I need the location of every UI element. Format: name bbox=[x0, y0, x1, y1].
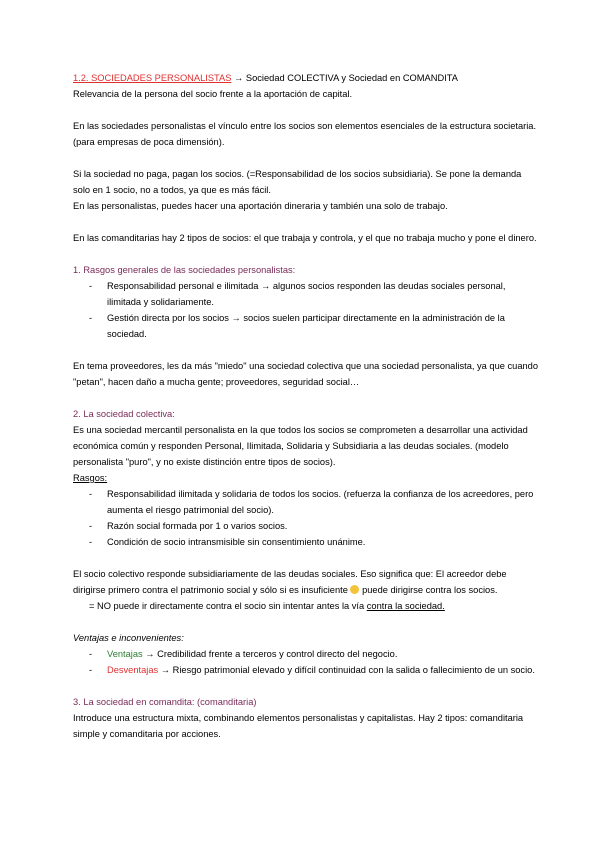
list-item bbox=[89, 646, 540, 662]
list-item bbox=[89, 310, 540, 342]
list-item bbox=[89, 518, 540, 534]
section1-title: 1. Rasgos generales de las sociedades personalistas: bbox=[73, 265, 296, 275]
subsidiary-note bbox=[73, 598, 540, 614]
ventajas-list bbox=[73, 646, 540, 678]
dash-bullet: - bbox=[89, 313, 93, 323]
section-heading bbox=[73, 70, 540, 86]
list-item-text: Responsabilidad personal e ilimitada → algunos socios responden las deudas sociales personal, ilimitada y solidariamente. bbox=[107, 281, 506, 307]
section1-list bbox=[73, 278, 540, 342]
intro-paragraph-2a: Si la sociedad no paga, pagan los socios. (=Responsabilidad de los socios subsidiaria). Se pone la demanda solo en 1 socio, no a todos, ya que es más fácil. bbox=[73, 169, 522, 195]
list-item-text: Condición de socio intransmisible sin consentimiento unánime. bbox=[107, 537, 366, 547]
desventajas-text: → Riesgo patrimonial elevado y difícil continuidad con la salida o fallecimiento de un socio. bbox=[158, 665, 535, 675]
section1-note: En tema proveedores, les da más "miedo" una sociedad colectiva que una sociedad personalista, ya que cuando "petan", hacen daño a mucha gente; proveedores, seguridad social… bbox=[73, 361, 539, 387]
rasgos-label: Rasgos: bbox=[73, 473, 108, 483]
section2-description: Es una sociedad mercantil personalista en la que todos los socios se comprometen a desarrollar una actividad económica común y responden Personal, Ilimitada, Solidaria y Subsidiaria a las deudas sociales. (modelo personalista "puro", y no existe distinción entre tipos de socios). bbox=[73, 425, 528, 467]
intro-paragraph-2b: En las personalistas, puedes hacer una aportación dineraria y también una solo de trabajo. bbox=[73, 201, 448, 211]
section2-title: 2. La sociedad colectiva: bbox=[73, 409, 175, 419]
subsidiary-paragraph bbox=[73, 566, 540, 598]
desventajas-label: Desventajas bbox=[107, 665, 159, 675]
subsidiary-note-text: = NO puede ir directamente contra el socio sin intentar antes la vía bbox=[89, 601, 367, 611]
list-item bbox=[89, 486, 540, 518]
subsidiary-note-underlined: contra la sociedad. bbox=[366, 601, 445, 611]
list-item bbox=[89, 534, 540, 550]
ventajas-title: Ventajas e inconvenientes: bbox=[73, 633, 184, 643]
section3-title: 3. La sociedad en comandita: (comanditaria) bbox=[73, 697, 257, 707]
list-item-text: Razón social formada por 1 o varios socios. bbox=[107, 521, 288, 531]
subsidiary-text-a: El socio colectivo responde subsidiariamente de las deudas sociales. Eso significa que: El acreedor debe dirigirse primero contra el patrimonio social y sólo si es insuficiente bbox=[73, 569, 507, 595]
section-heading-rest: → Sociedad COLECTIVA y Sociedad en COMANDITA bbox=[231, 73, 458, 83]
intro-paragraph-3: En las comanditarias hay 2 tipos de socios: el que trabaja y controla, y el que no trabaja mucho y pone el dinero. bbox=[73, 233, 537, 243]
subsidiary-text-b: puede dirigirse contra los socios. bbox=[359, 585, 498, 595]
dash-bullet: - bbox=[89, 281, 93, 291]
list-item bbox=[89, 278, 540, 310]
ventajas-text: → Credibilidad frente a terceros y control directo del negocio. bbox=[142, 649, 398, 659]
section-subtitle: Relevancia de la persona del socio frente a la aportación de capital. bbox=[73, 89, 353, 99]
dash-bullet: - bbox=[89, 649, 93, 659]
intro-paragraph-1: En las sociedades personalistas el vínculo entre los socios son elementos esenciales de la estructura societaria. (para empresas de poca dimensión). bbox=[73, 121, 537, 147]
list-item-text: Gestión directa por los socios → socios suelen participar directamente en la administración de la sociedad. bbox=[107, 313, 505, 339]
section3-description: Introduce una estructura mixta, combinando elementos personalistas y capitalistas. Hay 2 tipos: comanditaria simple y comanditaria por acciones. bbox=[73, 713, 524, 739]
ventajas-label: Ventajas bbox=[107, 649, 143, 659]
section-link[interactable]: 1.2. SOCIEDADES PERSONALISTAS bbox=[73, 73, 232, 83]
dash-bullet: - bbox=[89, 489, 93, 499]
section2-list bbox=[73, 486, 540, 550]
list-item-text: Responsabilidad ilimitada y solidaria de todos los socios. (refuerza la confianza de los acreedores, pero aumenta el riesgo patrimonial del socio). bbox=[107, 489, 534, 515]
dash-bullet: - bbox=[89, 521, 93, 531]
dash-bullet: - bbox=[89, 537, 93, 547]
list-item bbox=[89, 662, 540, 678]
dash-bullet: - bbox=[89, 665, 93, 675]
